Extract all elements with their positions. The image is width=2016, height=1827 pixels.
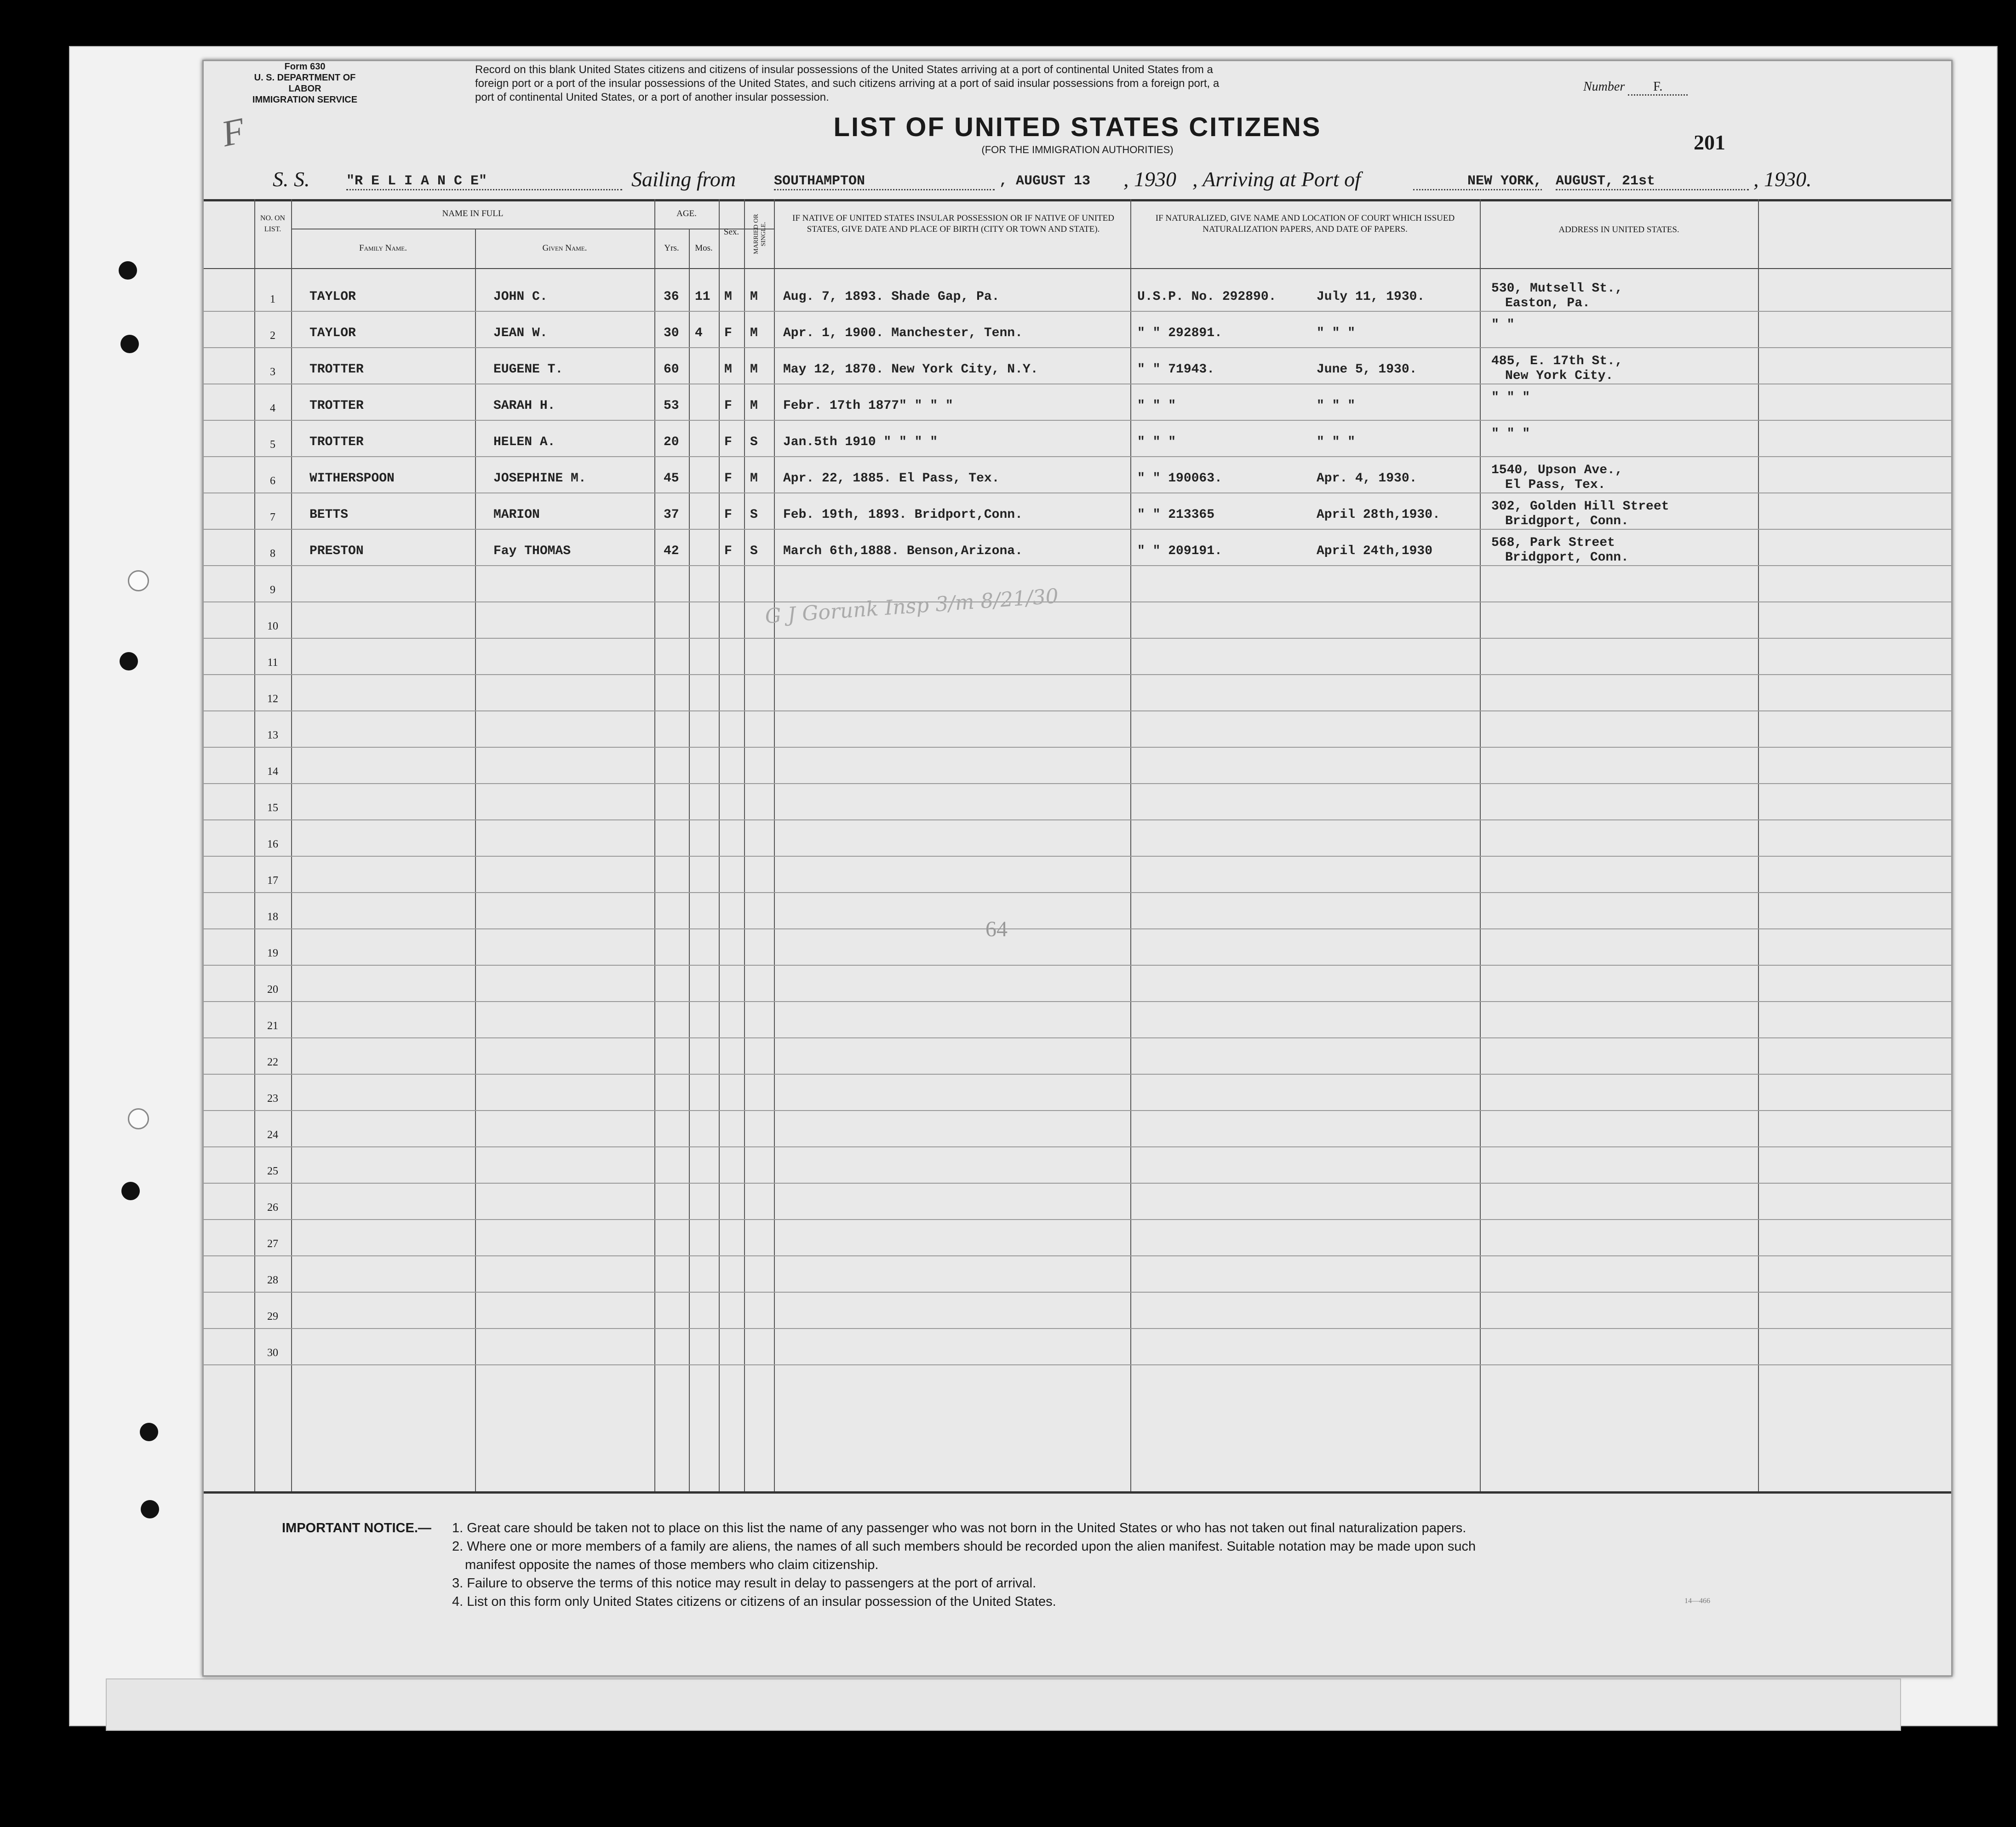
binder-hole <box>120 335 139 353</box>
notice-item: 4. List on this form only United States citizens or citizens of an insular possession of the United States. <box>452 1594 1056 1609</box>
row-rule <box>204 1037 1951 1038</box>
row-rule <box>204 1074 1951 1075</box>
row-rule <box>204 1292 1951 1293</box>
address-line1-cell: " " <box>1491 318 1515 332</box>
manifest-sheet <box>202 60 1953 1677</box>
row-rule <box>204 819 1951 820</box>
row-number: 24 <box>267 1129 278 1141</box>
age-years-cell: 20 <box>664 435 679 449</box>
sex-cell: F <box>724 326 732 340</box>
naturalization-date-cell: Apr. 4, 1930. <box>1317 471 1417 486</box>
row-rule <box>204 529 1951 530</box>
notice-item: 2. Where one or more members of a family are aliens, the names of all such members should be recorded upon the alien manifest. Suitable notation may be made upon such <box>452 1539 1476 1554</box>
row-rule <box>204 565 1951 566</box>
naturalization-date-cell: July 11, 1930. <box>1317 290 1425 304</box>
address-line1-cell: 302, Golden Hill Street <box>1491 499 1669 514</box>
row-rule <box>204 1255 1951 1256</box>
row-number: 10 <box>267 620 278 632</box>
sex-cell: F <box>724 508 732 522</box>
instruction-line: port of continental United States, or a port of another insular possession. <box>475 91 829 103</box>
naturalization-cell: " " 190063. <box>1137 471 1222 486</box>
row-rule <box>204 347 1951 348</box>
address-line2-cell: Bridgport, Conn. <box>1505 550 1629 565</box>
naturalization-cell: " " " <box>1137 399 1176 413</box>
row-number: 12 <box>267 693 278 705</box>
table-bottom-border <box>204 1491 1951 1494</box>
address-line1-cell: 530, Mutsell St., <box>1491 281 1623 296</box>
sex-cell: F <box>724 435 732 449</box>
given-name-cell: Fay THOMAS <box>493 544 571 558</box>
instruction-line: Record on this blank United States citizens and citizens of insular possessions of the United States arriving at a port of continental United States from a <box>475 63 1213 76</box>
col-header-given-name: Given Name. <box>542 243 587 253</box>
row-number: 8 <box>270 548 275 560</box>
notice-heading: IMPORTANT NOTICE.— <box>282 1521 431 1535</box>
row-number: 18 <box>267 911 278 923</box>
voyage-line <box>273 167 1928 195</box>
row-rule <box>204 456 1951 457</box>
col-header-mos: Mos. <box>695 243 713 253</box>
row-rule <box>204 1110 1951 1111</box>
row-number: 7 <box>270 511 275 523</box>
print-code: 14—466 <box>1684 1597 1710 1605</box>
sex-cell: F <box>724 471 732 486</box>
age-months-cell: 4 <box>695 326 703 340</box>
row-rule <box>204 638 1951 639</box>
row-number: 30 <box>267 1347 278 1359</box>
given-name-cell: HELEN A. <box>493 435 556 449</box>
row-rule <box>204 710 1951 711</box>
given-name-cell: MARION <box>493 508 540 522</box>
family-name-cell: BETTS <box>309 508 349 522</box>
row-number: 22 <box>267 1056 278 1068</box>
ss-label: S. S. <box>273 167 310 191</box>
marital-status-cell: S <box>750 544 758 558</box>
age-years-cell: 37 <box>664 508 679 522</box>
birth-cell: Jan.5th 1910 " " " " <box>783 435 938 449</box>
col-header-sex: Sex. <box>723 227 739 237</box>
naturalization-cell: " " 209191. <box>1137 544 1222 558</box>
sex-cell: M <box>724 290 732 304</box>
row-number: 17 <box>267 875 278 887</box>
row-number: 29 <box>267 1311 278 1323</box>
marital-status-cell: M <box>750 399 758 413</box>
age-years-cell: 42 <box>664 544 679 558</box>
binder-ring <box>128 1108 149 1129</box>
arrival-date: AUGUST, 21st <box>1556 173 1749 190</box>
marital-status-cell: M <box>750 471 758 486</box>
sex-cell: F <box>724 544 732 558</box>
binder-hole <box>120 652 138 670</box>
form-agency-block <box>245 61 365 105</box>
row-number: 16 <box>267 838 278 850</box>
age-years-cell: 45 <box>664 471 679 486</box>
family-name-cell: TAYLOR <box>309 290 356 304</box>
age-years-cell: 60 <box>664 362 679 377</box>
departure-year: , 1930 <box>1123 167 1176 191</box>
naturalization-date-cell: June 5, 1930. <box>1317 362 1417 377</box>
row-number: 21 <box>267 1020 278 1032</box>
birth-cell: Apr. 1, 1900. Manchester, Tenn. <box>783 326 1023 340</box>
given-name-cell: JOSEPHINE M. <box>493 471 586 486</box>
row-rule <box>204 601 1951 602</box>
table-top-border <box>204 199 1951 201</box>
binder-hole <box>141 1500 159 1518</box>
row-number: 27 <box>267 1238 278 1250</box>
inspector-signature: G J Gorunk Insp 3/m 8/21/30 <box>764 584 1060 629</box>
marital-status-cell: S <box>750 435 758 449</box>
row-number: 3 <box>270 366 275 378</box>
col-divider <box>689 229 690 1491</box>
address-line1-cell: " " " <box>1491 390 1530 405</box>
col-divider <box>291 199 292 1491</box>
col-header-naturalization: IF NATURALIZED, GIVE NAME AND LOCATION OF COURT WHICH ISSUED NATURALIZATION PAPERS, AND DATE OF PAPERS. <box>1155 213 1455 234</box>
naturalization-cell: U.S.P. No. 292890. <box>1137 290 1277 304</box>
row-number: 28 <box>267 1274 278 1286</box>
number-value: F. <box>1628 80 1688 96</box>
col-header-yrs: Yrs. <box>664 243 679 253</box>
row-number: 5 <box>270 439 275 451</box>
row-rule <box>204 1364 1951 1365</box>
row-rule <box>204 856 1951 857</box>
given-name-cell: JEAN W. <box>493 326 548 340</box>
col-divider <box>254 199 255 1491</box>
col-divider <box>719 199 720 1491</box>
notice-items <box>452 1519 1951 1611</box>
birth-cell: Apr. 22, 1885. El Pass, Tex. <box>783 471 1000 486</box>
naturalization-cell: " " " <box>1137 435 1176 449</box>
family-name-cell: TROTTER <box>309 362 364 377</box>
row-rule <box>204 892 1951 893</box>
marital-status-cell: S <box>750 508 758 522</box>
address-line2-cell: Easton, Pa. <box>1505 296 1590 310</box>
row-number: 2 <box>270 330 275 342</box>
row-number: 19 <box>267 947 278 959</box>
row-rule <box>204 1146 1951 1147</box>
marital-status-cell: M <box>750 290 758 304</box>
form-number: Form 630 <box>284 62 326 72</box>
port-of-arrival: NEW YORK, <box>1413 173 1542 190</box>
address-line1-cell: 1540, Upson Ave., <box>1491 463 1623 477</box>
col-divider <box>774 199 775 1491</box>
page-title: LIST OF UNITED STATES CITIZENS <box>833 112 1322 142</box>
address-line2-cell: New York City. <box>1505 369 1614 383</box>
col-header-name-in-full: NAME IN FULL <box>442 209 504 218</box>
arriving-label: , Arriving at Port of <box>1192 167 1361 191</box>
col-header-age: AGE. <box>676 209 697 218</box>
binder-hole <box>121 1182 140 1200</box>
row-rule <box>204 965 1951 966</box>
naturalization-cell: " " 213365 <box>1137 508 1215 522</box>
sailing-label: Sailing from <box>631 167 736 191</box>
row-number: 15 <box>267 802 278 814</box>
age-years-cell: 36 <box>664 290 679 304</box>
arrival-year: , 1930. <box>1753 167 1812 191</box>
col-header-birth: IF NATIVE OF UNITED STATES INSULAR POSSESSION OR IF NATIVE OF UNITED STATES, GIVE DATE AND PLACE OF BIRTH (CITY OR TOWN AND STATE). <box>792 213 1114 234</box>
passenger-table <box>204 199 1951 1496</box>
col-divider <box>1480 199 1481 1491</box>
row-number: 26 <box>267 1202 278 1214</box>
row-number: 1 <box>270 293 275 305</box>
ship-name: "R E L I A N C E" <box>346 173 622 190</box>
sex-cell: F <box>724 399 732 413</box>
given-name-cell: EUGENE T. <box>493 362 563 377</box>
binder-hole <box>119 261 137 280</box>
family-name-cell: TROTTER <box>309 399 364 413</box>
marital-status-cell: M <box>750 326 758 340</box>
row-rule <box>204 783 1951 784</box>
col-divider <box>1130 199 1131 1491</box>
col-header-married-single: MARRIED OR SINGLE. <box>753 214 767 254</box>
row-number: 14 <box>267 766 278 778</box>
row-rule <box>204 1183 1951 1184</box>
naturalization-cell: " " 71943. <box>1137 362 1215 377</box>
row-number: 23 <box>267 1093 278 1105</box>
header-divider <box>204 268 1951 269</box>
departure-date: , AUGUST 13 <box>999 173 1091 189</box>
address-line1-cell: " " " <box>1491 427 1530 441</box>
naturalization-cell: " " 292891. <box>1137 326 1222 340</box>
family-name-cell: PRESTON <box>309 544 364 558</box>
address-line2-cell: El Pass, Tex. <box>1505 478 1606 492</box>
col-header-family-name: Family Name. <box>359 243 407 253</box>
row-number: 25 <box>267 1165 278 1177</box>
address-line1-cell: 568, Park Street <box>1491 536 1615 550</box>
naturalization-date-cell: April 28th,1930. <box>1317 508 1440 522</box>
row-number: 4 <box>270 402 275 414</box>
col-header-address: ADDRESS IN UNITED STATES. <box>1558 225 1679 235</box>
naturalization-date-cell: April 24th,1930 <box>1317 544 1433 558</box>
given-name-cell: SARAH H. <box>493 399 556 413</box>
birth-cell: May 12, 1870. New York City, N.Y. <box>783 362 1038 377</box>
given-name-cell: JOHN C. <box>493 290 548 304</box>
sex-cell: M <box>724 362 732 377</box>
address-line1-cell: 485, E. 17th St., <box>1491 354 1623 368</box>
row-rule <box>204 674 1951 675</box>
row-number: 6 <box>270 475 275 487</box>
service-name: IMMIGRATION SERVICE <box>252 95 358 105</box>
row-number: 11 <box>267 657 278 669</box>
row-rule <box>204 1219 1951 1220</box>
naturalization-date-cell: " " " <box>1317 399 1356 413</box>
age-months-cell: 11 <box>695 290 710 304</box>
department-name: U. S. DEPARTMENT OF LABOR <box>254 73 356 94</box>
notice-item: 1. Great care should be taken not to place on this list the name of any passenger who was not born in the United States or who has not taken out final naturalization papers. <box>452 1521 1466 1535</box>
notice-item: 3. Failure to observe the terms of this notice may result in delay to passengers at the port of arrival. <box>452 1576 1037 1591</box>
binder-ring <box>128 570 149 591</box>
marital-status-cell: M <box>750 362 758 377</box>
row-rule <box>204 1328 1951 1329</box>
family-name-cell: TAYLOR <box>309 326 356 340</box>
number-label: Number <box>1583 80 1625 94</box>
row-number: 13 <box>267 729 278 741</box>
page-number: 201 <box>1694 131 1725 154</box>
family-name-cell: WITHERSPOON <box>309 471 395 486</box>
birth-cell: Febr. 17th 1877" " " " <box>783 399 953 413</box>
naturalization-date-cell: " " " <box>1317 435 1356 449</box>
birth-cell: March 6th,1888. Benson,Arizona. <box>783 544 1023 558</box>
list-number <box>1583 80 1688 96</box>
instruction-line: foreign port or a port of the insular possessions of the United States, and such citizens arriving at a port of said insular possessions from a foreign port, a <box>475 77 1220 90</box>
row-rule <box>204 747 1951 748</box>
col-divider <box>475 229 476 1491</box>
row-number: 20 <box>267 984 278 996</box>
col-divider <box>654 199 655 1491</box>
col-divider <box>1758 199 1759 1491</box>
naturalization-date-cell: " " " <box>1317 326 1356 340</box>
row-rule <box>204 420 1951 421</box>
stamp-number: 64 <box>985 917 1008 941</box>
birth-cell: Feb. 19th, 1893. Bridport,Conn. <box>783 508 1023 522</box>
family-name-cell: TROTTER <box>309 435 364 449</box>
row-rule <box>204 311 1951 312</box>
row-rule <box>204 928 1951 929</box>
age-years-cell: 30 <box>664 326 679 340</box>
address-line2-cell: Bridgport, Conn. <box>1505 514 1629 528</box>
binder-hole <box>140 1423 158 1441</box>
record-instructions <box>475 63 1763 104</box>
col-divider <box>744 199 745 1491</box>
underlying-sheet-edge <box>106 1678 1901 1731</box>
row-rule <box>204 1001 1951 1002</box>
age-years-cell: 53 <box>664 399 679 413</box>
notice-item: manifest opposite the names of those members who claim citizenship. <box>465 1558 879 1572</box>
col-header-no: NO. ON LIST. <box>260 214 286 233</box>
port-of-departure: SOUTHAMPTON <box>774 173 995 190</box>
birth-cell: Aug. 7, 1893. Shade Gap, Pa. <box>783 290 1000 304</box>
row-number: 9 <box>270 584 275 596</box>
margin-mark: F <box>218 110 249 155</box>
page-subtitle: (FOR THE IMMIGRATION AUTHORITIES) <box>981 144 1174 155</box>
